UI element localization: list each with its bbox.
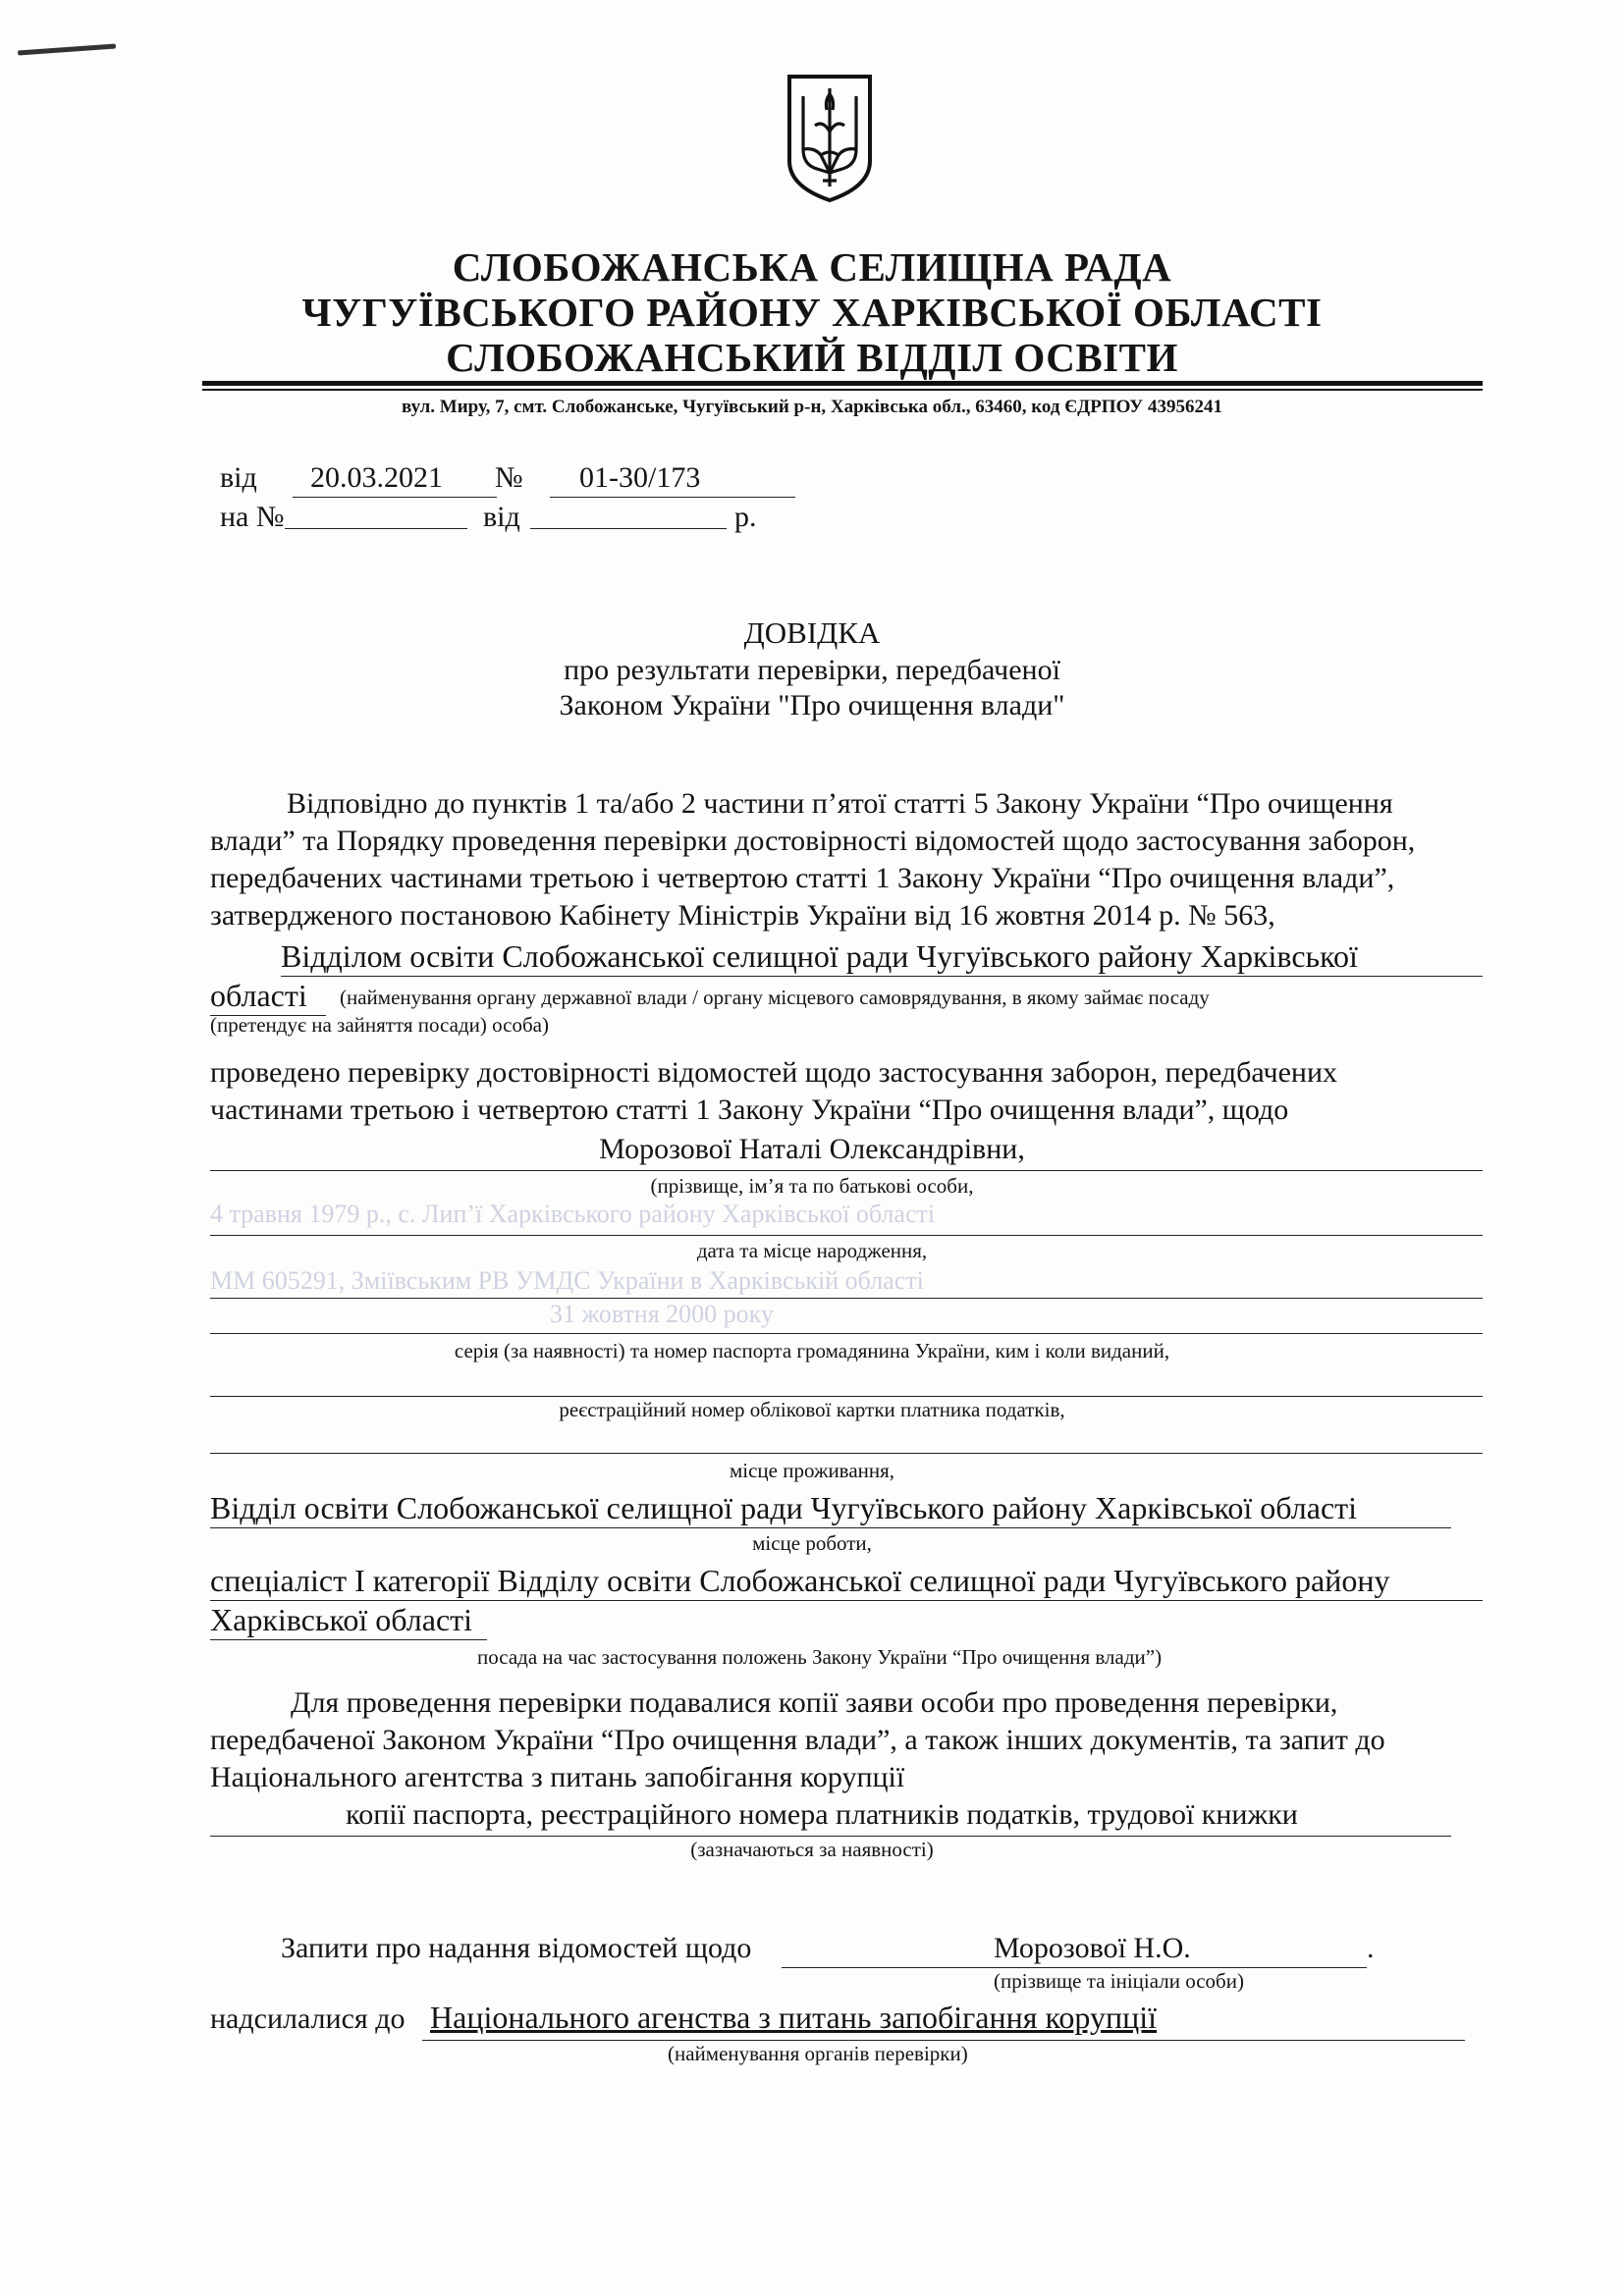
pen-mark bbox=[18, 44, 116, 56]
residence-rule bbox=[210, 1451, 1483, 1454]
birth-rule bbox=[210, 1233, 1483, 1236]
requests-label: Запити про надання відомостей щодо bbox=[281, 1932, 752, 1964]
reg-number-label: № bbox=[495, 461, 523, 494]
header-rule-thin bbox=[202, 389, 1483, 391]
copies-list: копії паспорта, реєстраційного номера платників податків, трудової книжки bbox=[346, 1798, 1298, 1831]
intro-line-2: влади” та Порядку проведення перевірки достовірності відомостей щодо застосування заборон, bbox=[210, 825, 1416, 857]
docs-line-3: Національного агентства з питань запобігання корупції bbox=[210, 1761, 905, 1793]
org-address: вул. Миру, 7, смт. Слобожанське, Чугуївський р-н, Харківська обл., 63460, код ЄДРПОУ 43956241 bbox=[402, 397, 1222, 417]
reg-to-date-field bbox=[530, 526, 727, 529]
reg-from-label: від bbox=[220, 461, 257, 494]
copies-rule bbox=[210, 1834, 1451, 1837]
passport-rule-2 bbox=[210, 1331, 1483, 1334]
residence-caption: місце проживання, bbox=[729, 1459, 895, 1482]
passport-caption: серія (за наявності) та номер паспорта громадянина України, ким і коли виданий, bbox=[454, 1339, 1170, 1362]
reg-to-number-label: на № bbox=[220, 501, 285, 533]
org-name-line1: СЛОБОЖАНСЬКА СЕЛИЩНА РАДА bbox=[452, 244, 1172, 290]
reg-number: 01-30/173 bbox=[550, 459, 795, 498]
docs-line-1: Для проведення перевірки подавалися копії заяви особи про проведення перевірки, bbox=[291, 1686, 1338, 1719]
birth-data-faded: 4 травня 1979 р., с. Лип’ї Харківського району Харківської області bbox=[210, 1200, 936, 1228]
reg-date: 20.03.2021 bbox=[293, 459, 497, 498]
tax-number-caption: реєстраційний номер облікової картки платника податків, bbox=[559, 1398, 1065, 1421]
workplace-caption: місце роботи, bbox=[752, 1531, 872, 1555]
birth-caption: дата та місце народження, bbox=[696, 1239, 928, 1262]
org-name-line3: СЛОБОЖАНСЬКИЙ ВІДДІЛ ОСВІТИ bbox=[446, 335, 1178, 380]
passport-rule-1 bbox=[210, 1296, 1483, 1299]
doc-subtitle-1: про результати перевірки, передбаченої bbox=[564, 654, 1060, 686]
header-rule bbox=[202, 381, 1483, 386]
inspecting-body-caption-2: (претендує на зайняття посади) особа) bbox=[210, 1013, 549, 1037]
position-line-1: спеціаліст І категорії Відділу освіти Слобожанської селищної ради Чугуївського району bbox=[210, 1561, 1483, 1601]
agency-caption: (найменування органів перевірки) bbox=[668, 2042, 968, 2065]
reg-year-suffix: р. bbox=[734, 501, 757, 533]
position-line-2: Харківської області bbox=[210, 1600, 487, 1640]
workplace: Відділ освіти Слобожанської селищної ради Чугуївського району Харківської області bbox=[210, 1488, 1451, 1528]
passport-date-faded: 31 жовтня 2000 року bbox=[550, 1300, 774, 1328]
requests-person-caption: (прізвище та ініціали особи) bbox=[994, 1969, 1244, 1993]
person-name-caption: (прізвище, ім’я та по батькові особи, bbox=[650, 1174, 974, 1198]
reg-to-number-field bbox=[285, 526, 467, 529]
doc-title: ДОВІДКА bbox=[743, 615, 881, 650]
person-name: Морозової Наталі Олександрівни, bbox=[599, 1133, 1025, 1165]
copies-caption: (зазначаються за наявності) bbox=[690, 1838, 934, 1861]
agency-name: Національного агенства з питань запобігання корупції bbox=[430, 2000, 1157, 2035]
check-line-2: частинами третьою і четвертою статті 1 Закону України “Про очищення влади”, щодо bbox=[210, 1094, 1289, 1126]
reg-to-from-label: від bbox=[483, 501, 520, 533]
tax-number-rule bbox=[210, 1394, 1483, 1397]
agency-rule bbox=[422, 2038, 1465, 2041]
requests-dot: . bbox=[1367, 1932, 1375, 1964]
intro-line-1: Відповідно до пунктів 1 та/або 2 частини п’ятої статті 5 Закону України “Про очищення bbox=[287, 787, 1393, 820]
inspecting-body-line-2: області bbox=[210, 976, 326, 1016]
person-name-rule bbox=[210, 1168, 1483, 1171]
org-name-line2: ЧУГУЇВСЬКОГО РАЙОНУ ХАРКІВСЬКОЇ ОБЛАСТІ bbox=[301, 290, 1323, 335]
passport-data-faded: ММ 605291, Зміївським РВ УМДС України в Харківській області bbox=[210, 1266, 924, 1295]
check-line-1: проведено перевірку достовірності відомостей щодо застосування заборон, передбачених bbox=[210, 1056, 1338, 1089]
requests-person: Морозової Н.О. bbox=[994, 1932, 1191, 1964]
intro-line-4: затвердженого постановою Кабінету Міністрів України від 16 жовтня 2014 р. № 563, bbox=[210, 899, 1275, 932]
inspecting-body-caption-1: (найменування органу державної влади / органу місцевого самоврядування, в якому займає посаду bbox=[340, 986, 1210, 1009]
position-caption: посада на час застосування положень Закону України “Про очищення влади”) bbox=[477, 1645, 1163, 1669]
docs-line-2: передбаченої Законом України “Про очищення влади”, а також інших документів, та запит до bbox=[210, 1724, 1385, 1756]
coat-of-arms-icon bbox=[784, 71, 876, 204]
inspecting-body-line-1: Відділом освіти Слобожанської селищної ради Чугуївського району Харківської bbox=[281, 936, 1483, 977]
doc-subtitle-2: Законом України "Про очищення влади" bbox=[559, 689, 1065, 721]
intro-line-3: передбачених частинами третьою і четвертою статті 1 Закону України “Про очищення влади”, bbox=[210, 862, 1395, 894]
sent-to-label: надсилалися до bbox=[210, 2002, 406, 2035]
